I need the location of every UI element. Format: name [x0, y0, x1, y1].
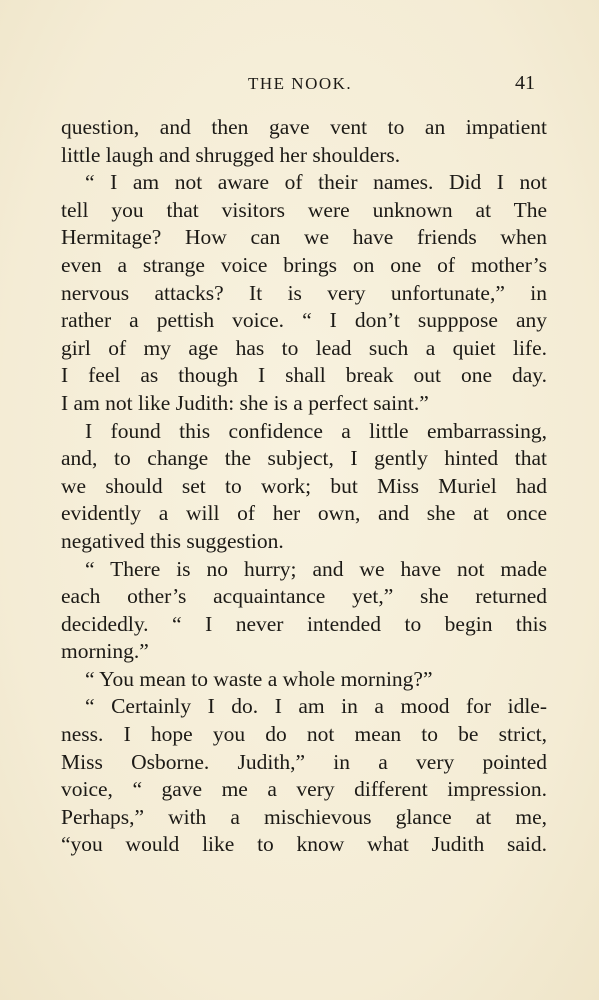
text-line: decidedly. “ I never intended to begin this — [61, 611, 547, 636]
text-line: “you would like to know what Judith said. — [61, 832, 547, 857]
text-line: each other’s acquaintance yet,” she returned — [61, 584, 547, 609]
text-line: girl of my age has to lead such a quiet life. — [61, 335, 547, 360]
text-line: “ There is no hurry; and we have not made — [85, 556, 547, 581]
text-line: Miss Osborne. Judith,” in a very pointed — [61, 749, 547, 774]
text-line: we should set to work; but Miss Muriel had — [61, 473, 547, 498]
page-number: 41 — [515, 72, 535, 94]
running-head — [0, 74, 599, 100]
text-line: I feel as though I shall break out one day. — [61, 363, 547, 388]
text-line: morning.” — [61, 639, 149, 664]
text-line: tell you that visitors were unknown at The — [61, 197, 547, 222]
text-line: even a strange voice brings on one of mother’s — [61, 252, 547, 277]
text-line: negatived this suggestion. — [61, 528, 284, 553]
text-line: and, to change the subject, I gently hinted that — [61, 446, 547, 471]
text-line: “ I am not aware of their names. Did I not — [85, 170, 547, 195]
text-line: Hermitage? How can we have friends when — [61, 225, 547, 250]
running-title: THE NOOK. — [248, 74, 353, 93]
text-line: Perhaps,” with a mischievous glance at me, — [61, 804, 547, 829]
text-line: little laugh and shrugged her shoulders. — [61, 142, 401, 167]
text-line: rather a pettish voice. “ I don’t supppose any — [61, 308, 547, 333]
text-line: I found this confidence a little embarrassing, — [85, 418, 547, 443]
text-line: “ You mean to waste a whole morning?” — [85, 666, 433, 691]
text-line: I am not like Judith: she is a perfect saint.” — [61, 390, 429, 415]
text-line: “ Certainly I do. I am in a mood for idle- — [85, 694, 547, 719]
text-line: ness. I hope you do not mean to be strict, — [61, 722, 547, 747]
text-line: question, and then gave vent to an impatient — [61, 115, 547, 139]
text-line: voice, “ gave me a very different impression. — [61, 777, 547, 802]
text-line: nervous attacks? It is very unfortunate,” in — [61, 280, 547, 305]
text-line: evidently a will of her own, and she at once — [61, 501, 547, 526]
body-text — [61, 114, 547, 859]
